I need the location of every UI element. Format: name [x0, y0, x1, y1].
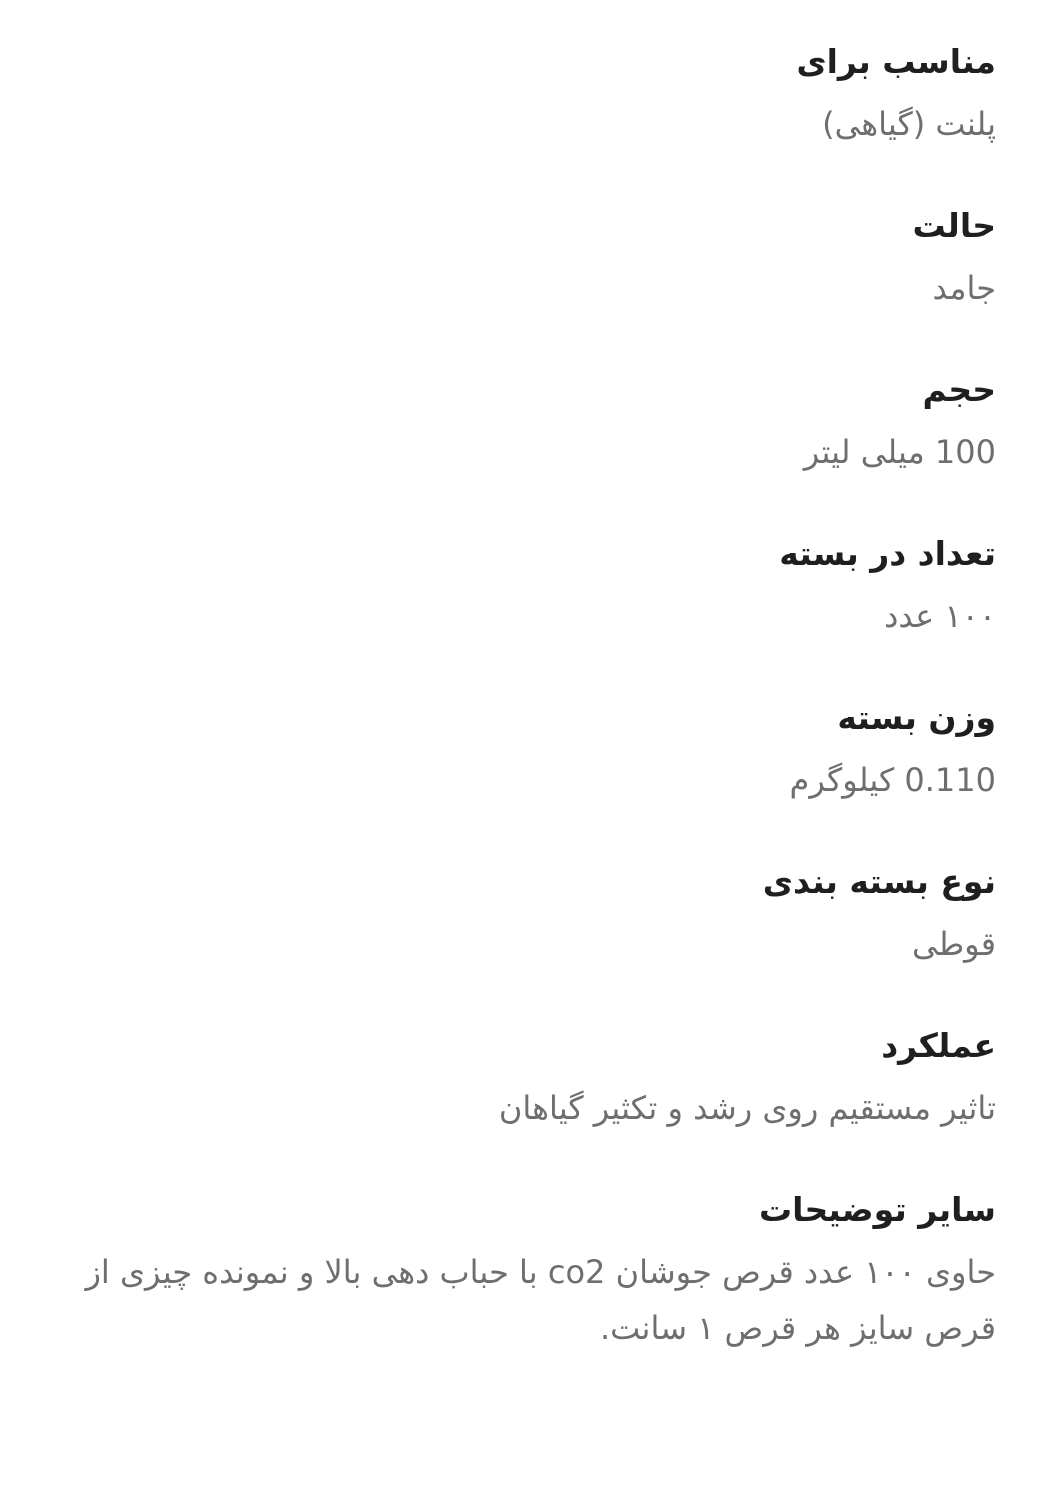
spec-label: تعداد در بسته: [779, 534, 996, 573]
spec-label: حالت: [912, 206, 996, 245]
spec-other-description: [55, 1186, 996, 1356]
spec-value: تاثیر مستقیم روی رشد و تکثیر گیاهان: [498, 1089, 996, 1127]
spec-volume: [55, 366, 996, 480]
spec-value: 100 میلی لیتر: [803, 433, 996, 471]
spec-packaging-type: [55, 858, 996, 972]
spec-count-per-pack: [55, 530, 996, 644]
spec-label: سایر توضیحات: [758, 1190, 996, 1229]
spec-value: جامد: [932, 269, 996, 307]
spec-pack-weight: [55, 694, 996, 808]
spec-label: نوع بسته بندی: [762, 862, 996, 901]
spec-value: ۱۰۰ عدد: [884, 597, 996, 635]
spec-label: وزن بسته: [837, 698, 996, 737]
spec-label: عملکرد: [881, 1026, 996, 1065]
spec-value: قوطی: [912, 925, 996, 963]
spec-value: حاوی ۱۰۰ عدد قرص جوشان co2 با حباب دهی بالا و نمونده چیزی از قرص سایز هر قرص ۱ سانت.: [85, 1253, 996, 1347]
spec-function: [55, 1022, 996, 1136]
spec-label: حجم: [922, 370, 996, 409]
spec-value: پلنت (گیاهی): [822, 105, 996, 143]
spec-suitable-for: [55, 38, 996, 152]
spec-state: [55, 202, 996, 316]
spec-value: 0.110 کیلوگرم: [789, 761, 996, 799]
spec-label: مناسب برای: [796, 42, 996, 81]
